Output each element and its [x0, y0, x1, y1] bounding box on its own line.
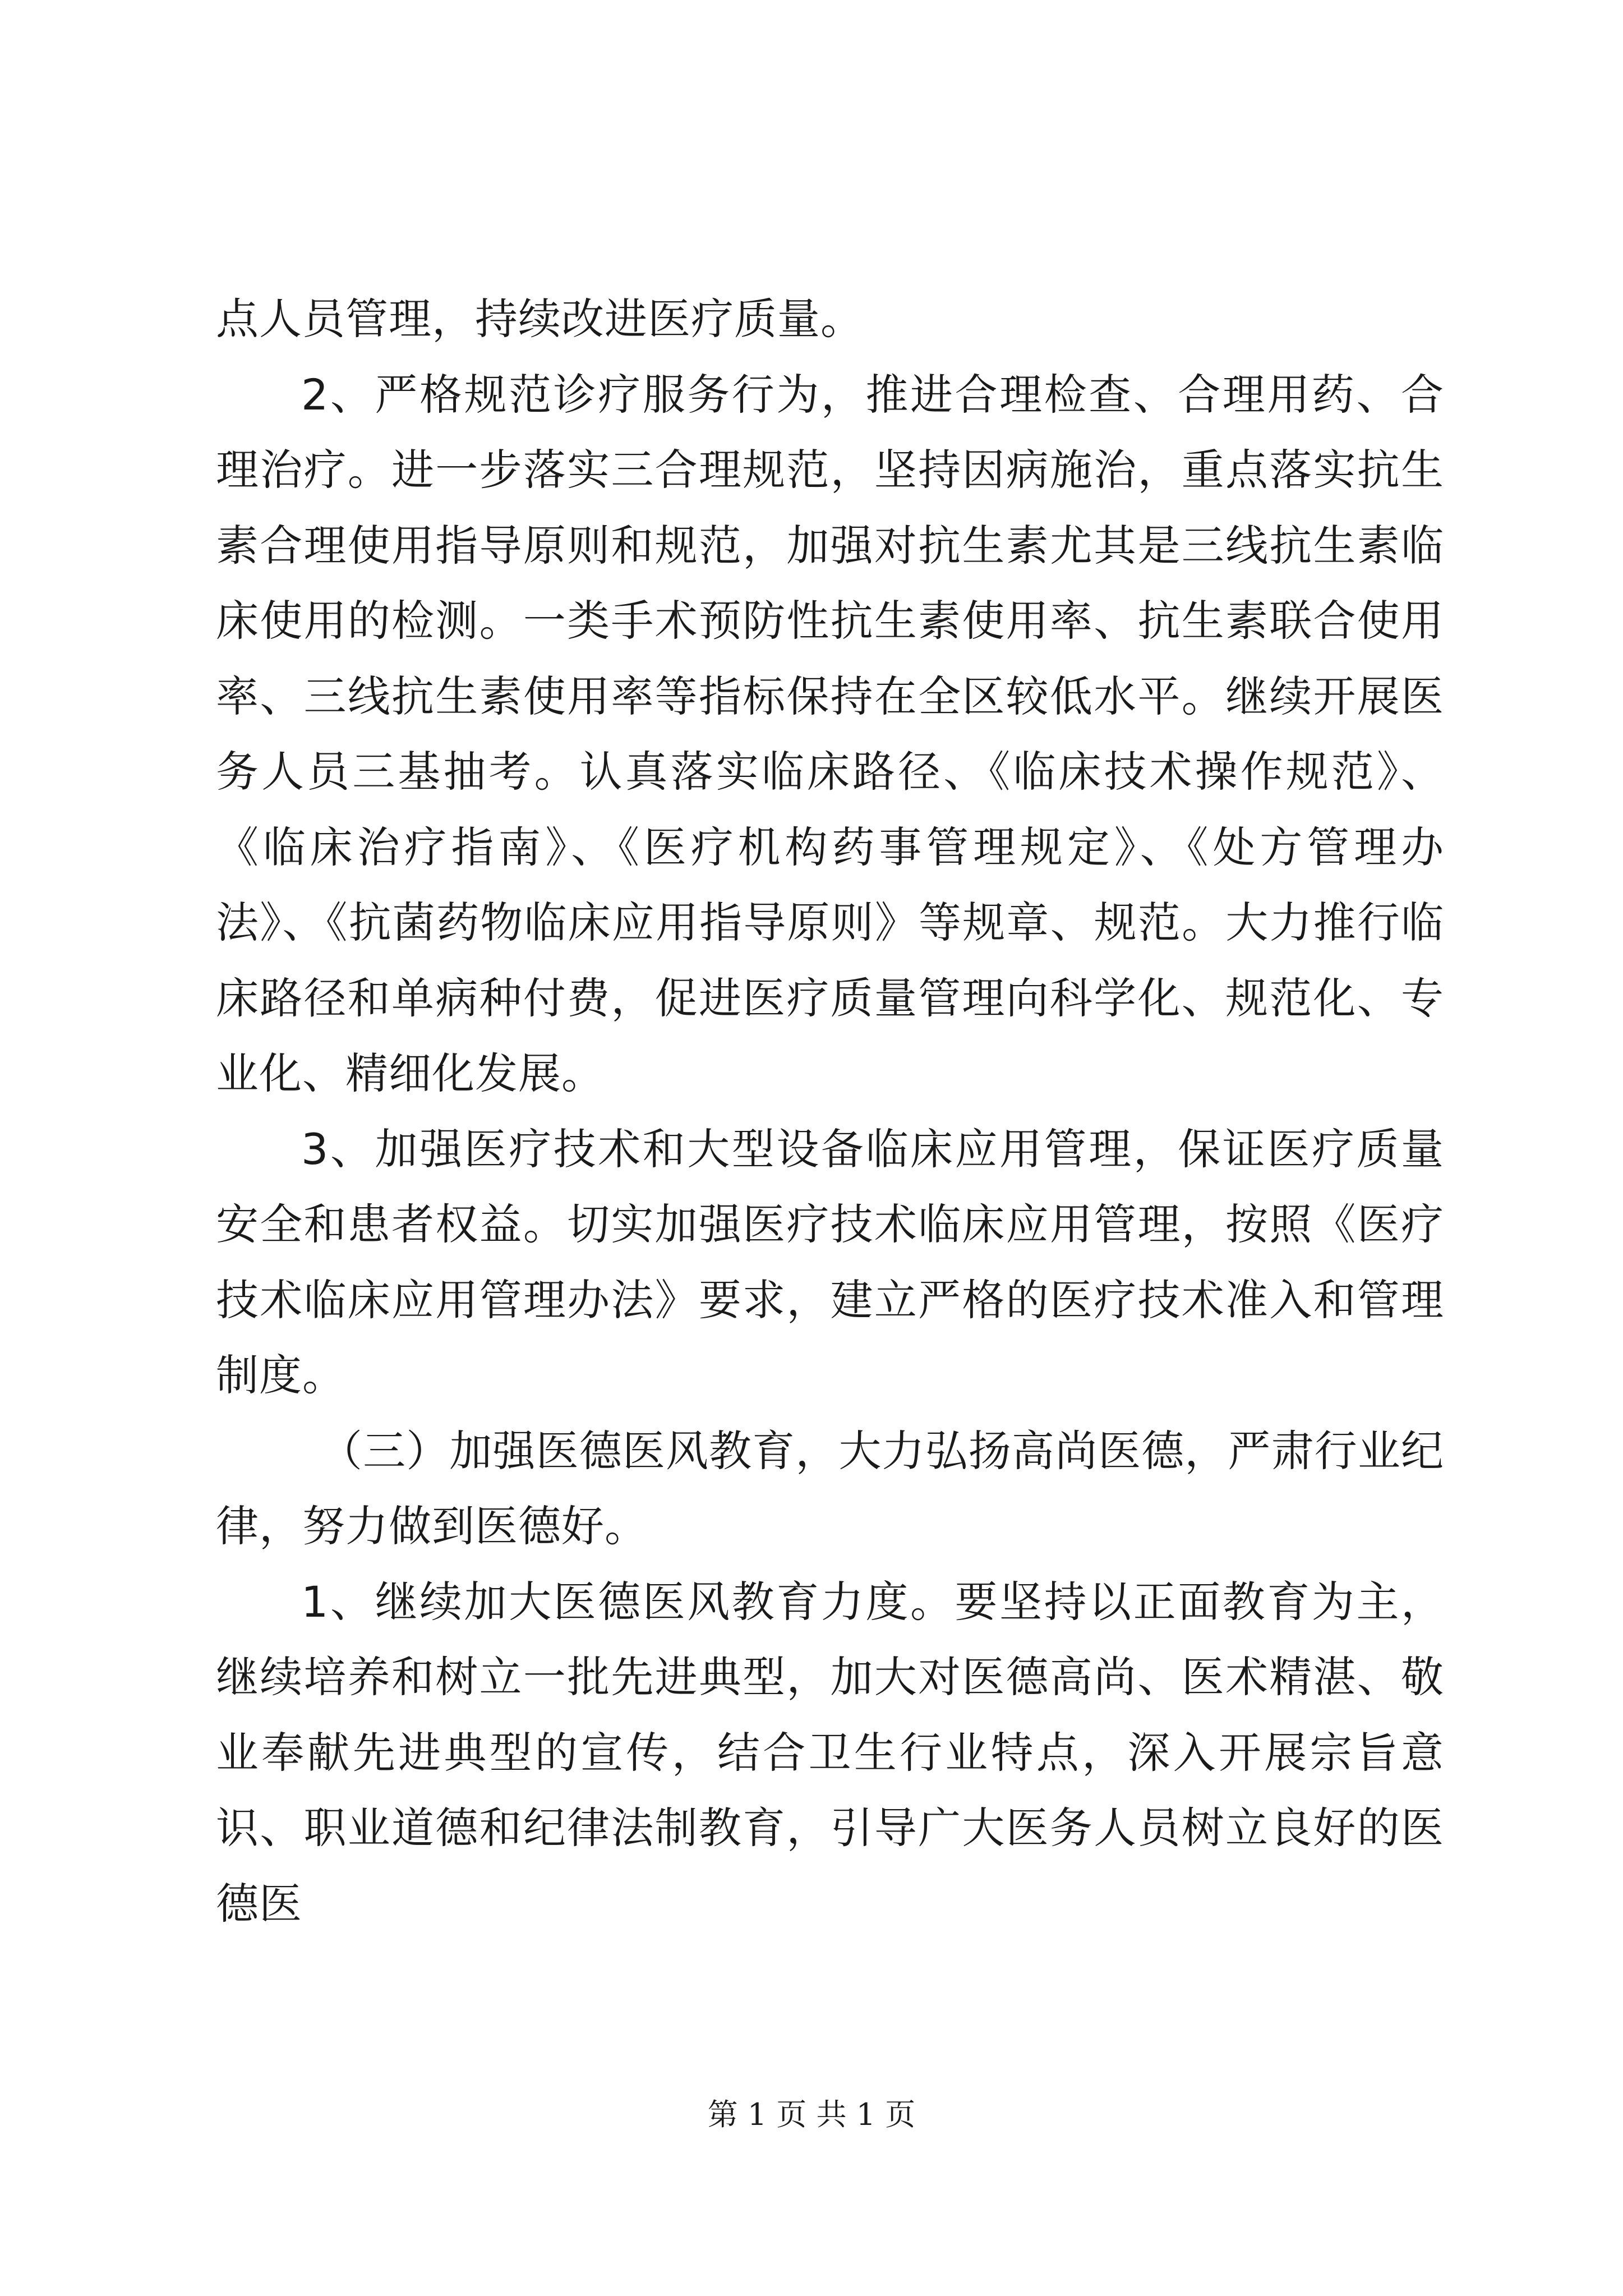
page-footer: 第 1 页 共 1 页 [707, 2097, 916, 2132]
paragraph-continuation: 点人员管理，持续改进医疗质量。 [216, 294, 864, 344]
document-body [216, 282, 1444, 1941]
paragraph-item-2: 2、严格规范诊疗服务行为，推进合理检查、合理用药、合理治疗。进一步落实三合理规范，坚持因病施治，重点落实抗生素合理使用指导原则和规范，加强对抗生素尤其是三线抗生素临床使用的检测。一类手术预防性抗生素使用率、抗生素联合使用率、三线抗生素使用率等指标保持在全区较低水平。继续开展医务人员三基抽考。认真落实临床路径、《临床技术操作规范》、《临床治疗指南》、《医疗机构药事管理规定》、《处方管理办法》、《抗菌药物临床应用指导原则》等规章、规范。大力推行临床路径和单病种付费，促进医疗质量管理向科学化、规范化、专业化、精细化发展。 [216, 369, 1444, 1098]
section-heading-3: （三）加强医德医风教育，大力弘扬高尚医德，严肃行业纪律，努力做到医德好。 [216, 1425, 1444, 1551]
paragraph-item-1: 1、继续加大医德医风教育力度。要坚持以正面教育为主，继续培养和树立一批先进典型，加大对医德高尚、医术精湛、敬业奉献先进典型的宣传，结合卫生行业特点，深入开展宗旨意识、职业道德和纪律法制教育，引导广大医务人员树立良好的医德医 [216, 1576, 1444, 1929]
paragraph-item-3: 3、加强医疗技术和大型设备临床应用管理，保证医疗质量安全和患者权益。切实加强医疗技术临床应用管理，按照《医疗技术临床应用管理办法》要求，建立严格的医疗技术准入和管理制度。 [216, 1124, 1444, 1400]
